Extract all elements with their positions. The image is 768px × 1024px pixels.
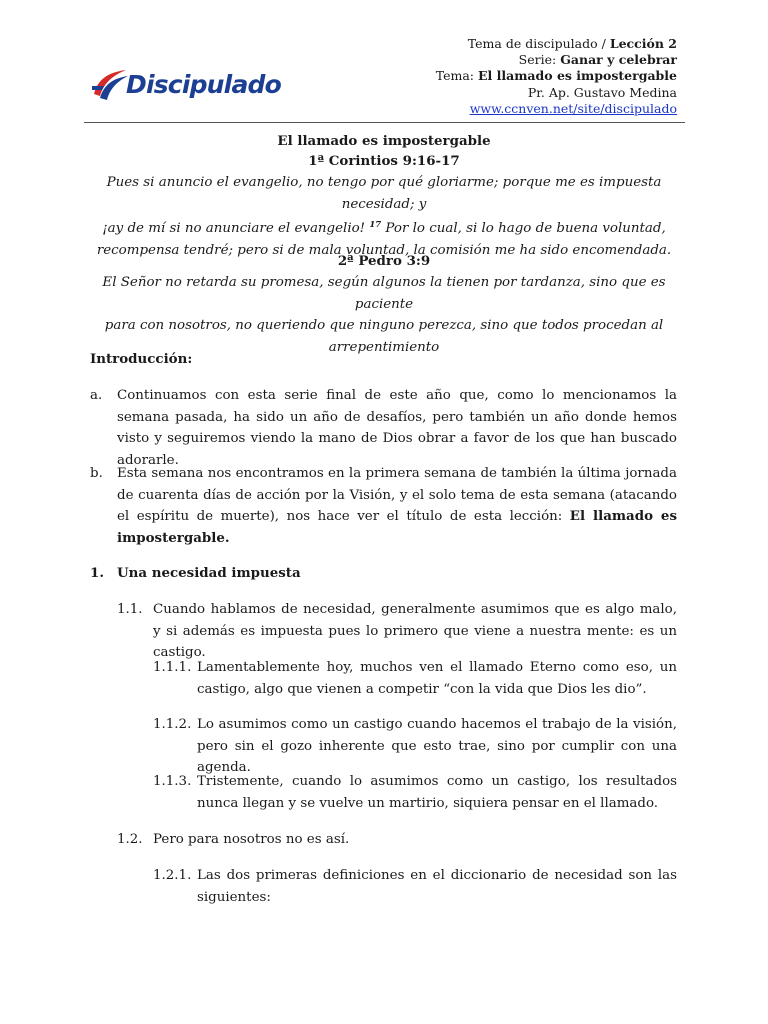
item-1-1-2-text: Lo asumimos como un castigo cuando hacemos el trabajo de la visión, pero sin el gozo inherente que esto trae, sino por cumplir con una agenda. xyxy=(197,717,677,775)
item-1-1-marker: 1.1. xyxy=(117,602,143,617)
verse-2-line-2: para con nosotros, no queriendo que ninguno perezca, sino que todos procedan al xyxy=(104,318,664,333)
section-1-marker: 1. xyxy=(90,565,104,581)
verse-1-part-b: Por lo cual, si lo hago de buena voluntad, xyxy=(381,221,666,236)
header-divider xyxy=(84,122,685,123)
meta-line-theme xyxy=(436,68,677,84)
lesson-meta xyxy=(436,36,677,117)
verse-1-part-a: ¡ay de mí si no anunciare el evangelio! xyxy=(102,221,370,236)
site-link[interactable]: www.ccnven.net/site/discipulado xyxy=(469,100,677,116)
item-1-1-3-marker: 1.1.3. xyxy=(153,774,192,789)
item-1-1-2-marker: 1.1.2. xyxy=(153,717,192,732)
logo-text: Discipulado xyxy=(126,69,281,99)
discipulado-logo xyxy=(90,62,281,106)
meta-topic-label: Tema de discipulado / xyxy=(467,36,610,51)
item-1-2-1-marker: 1.2.1. xyxy=(153,868,192,883)
section-1-title: Una necesidad impuesta xyxy=(117,565,301,581)
intro-a-marker: a. xyxy=(90,388,103,403)
item-1-2-1-text: Las dos primeras definiciones en el diccionario de necesidad son las siguientes: xyxy=(197,868,677,905)
intro-b-highlight: El llamado es impostergable. xyxy=(117,508,677,546)
item-1-1-3-text: Tristemente, cuando lo asumimos como un castigo, los resultados nunca llegan y se vuelve un martirio, siquiera pensar en el llamado. xyxy=(197,774,677,811)
verse-1-line-1: Pues si anuncio el evangelio, no tengo por qué gloriarme; porque me es impuesta necesidad; y xyxy=(106,175,662,212)
meta-line-series xyxy=(436,52,677,68)
meta-series: Ganar y celebrar xyxy=(560,52,677,68)
title-block xyxy=(86,131,682,261)
item-1-2-marker: 1.2. xyxy=(117,832,143,847)
intro-b-body: Esta semana nos encontramos en la primera semana de también la última jornada de cuarenta días de acción por la Visión, y el solo tema de esta semana (atacando el espíritu de muerte), nos hace ver el título de esta lección: xyxy=(117,466,677,524)
meta-author: Pr. Ap. Gustavo Medina xyxy=(527,84,677,100)
meta-lesson: Lección 2 xyxy=(609,36,677,51)
lesson-title: El llamado es impostergable xyxy=(277,133,491,149)
scripture-ref-1: 1ª Corintios 9:16-17 xyxy=(308,153,460,169)
intro-heading: Introducción: xyxy=(90,351,193,367)
scripture-ref-2: 2ª Pedro 3:9 xyxy=(337,253,431,269)
meta-series-label: Serie: xyxy=(518,52,561,68)
meta-theme: El llamado es impostergable xyxy=(477,68,677,84)
meta-theme-label: Tema: xyxy=(435,68,478,84)
verse-2-line-1: El Señor no retarda su promesa, según algunos la tienen por tardanza, sino que es paciente xyxy=(102,275,666,312)
intro-a-text: Continuamos con esta serie final de este año que, como lo mencionamos la semana pasada, ha sido un año de desafíos, pero también un año donde hemos visto y seguiremos viendo la mano de Dios obrar a favor de los que han buscado adorarle. xyxy=(117,388,677,468)
verse-2-line-3: arrepentimiento xyxy=(328,339,440,355)
verse-number: 17 xyxy=(369,220,382,230)
verse-1-line-2 xyxy=(86,215,682,240)
item-1-1-1-marker: 1.1.1. xyxy=(153,660,192,675)
intro-b-marker: b. xyxy=(90,466,103,481)
title-block-2 xyxy=(86,251,682,358)
item-1-1-1-text: Lamentablemente hoy, muchos ven el llamado Eterno como eso, un castigo, algo que vienen a competir “con la vida que Dios les dio”. xyxy=(197,660,677,697)
item-1-2-text: Pero para nosotros no es así. xyxy=(153,832,350,847)
intro-b-text xyxy=(117,463,677,549)
meta-line-topic xyxy=(436,36,677,52)
item-1-1-text: Cuando hablamos de necesidad, generalmente asumimos que es algo malo, y si además es impuesta pues lo primero que viene a nuestra mente: es un castigo. xyxy=(153,602,677,660)
verse-1-line-3: recompensa tendré; pero si de mala voluntad, la comisión me ha sido encomendada. xyxy=(96,242,672,258)
logo-swoosh-icon xyxy=(90,64,130,104)
